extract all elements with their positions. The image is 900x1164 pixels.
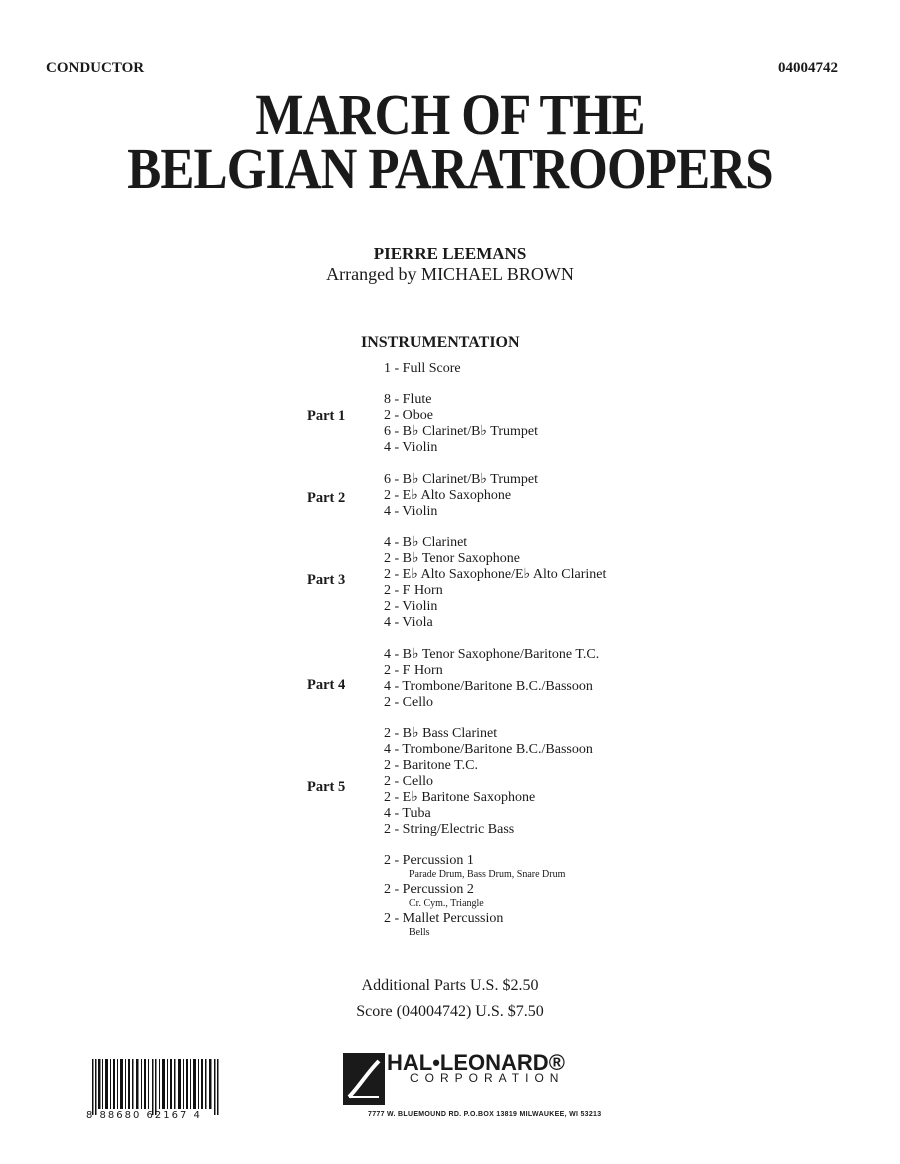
instrument-line: 2 - String/Electric Bass (384, 822, 515, 837)
part-5-label: Part 5 (307, 779, 346, 795)
composer: PIERRE LEEMANS (373, 244, 527, 263)
instrument-line: 4 - Violin (384, 504, 438, 519)
barcode-digits: 8 88680 62167 4 (86, 1110, 202, 1121)
instrument-line: 2 - Cello (384, 695, 433, 710)
publisher-name: HAL•LEONARD® (387, 1050, 565, 1075)
instrument-line: 4 - Trombone/Baritone B.C./Bassoon (384, 742, 593, 757)
publisher-address: 7777 W. BLUEMOUND RD. P.O.BOX 13819 MILWAUKEE, WI 53213 (368, 1111, 602, 1118)
instrument-line: 2 - F Horn (384, 663, 443, 678)
instrument-line: 4 - Violin (384, 440, 438, 455)
additional-parts-price: Additional Parts U.S. $2.50 (361, 977, 539, 994)
instrument-line: 2 - B♭ Bass Clarinet (384, 726, 498, 741)
part-2-label: Part 2 (307, 490, 346, 506)
title-line-2: BELGIAN PARATROOPERS (127, 136, 773, 201)
hal-leonard-logo-icon (343, 1053, 385, 1105)
instrument-line: 4 - Viola (384, 615, 433, 630)
instrument-line: 2 - Cello (384, 774, 433, 789)
instrument-line: 6 - B♭ Clarinet/B♭ Trumpet (384, 472, 538, 487)
instrument-line: 2 - Oboe (384, 408, 433, 423)
percussion-line: 2 - Percussion 2 (384, 882, 474, 897)
percussion-detail: Bells (409, 927, 430, 938)
instrument-line: 4 - B♭ Tenor Saxophone/Baritone T.C. (384, 647, 600, 662)
instrument-line: 4 - Trombone/Baritone B.C./Bassoon (384, 679, 593, 694)
instrument-line: 4 - B♭ Clarinet (384, 535, 468, 550)
instrument-line: 6 - B♭ Clarinet/B♭ Trumpet (384, 424, 538, 439)
percussion-detail: Cr. Cym., Triangle (409, 898, 484, 909)
part-3-label: Part 3 (307, 572, 346, 588)
part-1-label: Part 1 (307, 408, 346, 424)
score-price: Score (04004742) U.S. $7.50 (356, 1003, 544, 1020)
part-4-label: Part 4 (307, 677, 346, 693)
instrument-line: 4 - Tuba (384, 806, 431, 821)
percussion-line: 2 - Percussion 1 (384, 853, 474, 868)
conductor-label: CONDUCTOR (46, 60, 145, 76)
percussion-detail: Parade Drum, Bass Drum, Snare Drum (409, 869, 566, 880)
instrument-line: 2 - Violin (384, 599, 438, 614)
percussion-line: 2 - Mallet Percussion (384, 911, 504, 926)
instrument-line: 8 - Flute (384, 392, 432, 407)
instrument-line: 2 - Baritone T.C. (384, 758, 478, 773)
instrument-line: 2 - E♭ Alto Saxophone/E♭ Alto Clarinet (384, 567, 607, 582)
instrument-line: 2 - B♭ Tenor Saxophone (384, 551, 521, 566)
publisher-corporation: CORPORATION (410, 1071, 565, 1085)
title-line-1: MARCH OF THE (255, 82, 645, 147)
arranger: Arranged by MICHAEL BROWN (326, 264, 574, 284)
instrument-line: 2 - F Horn (384, 583, 443, 598)
instrument-line: 2 - E♭ Alto Saxophone (384, 488, 512, 503)
full-score-line: 1 - Full Score (384, 361, 461, 376)
instrument-line: 2 - E♭ Baritone Saxophone (384, 790, 536, 805)
instrumentation-heading: INSTRUMENTATION (361, 334, 520, 351)
catalog-number: 04004742 (778, 60, 838, 76)
